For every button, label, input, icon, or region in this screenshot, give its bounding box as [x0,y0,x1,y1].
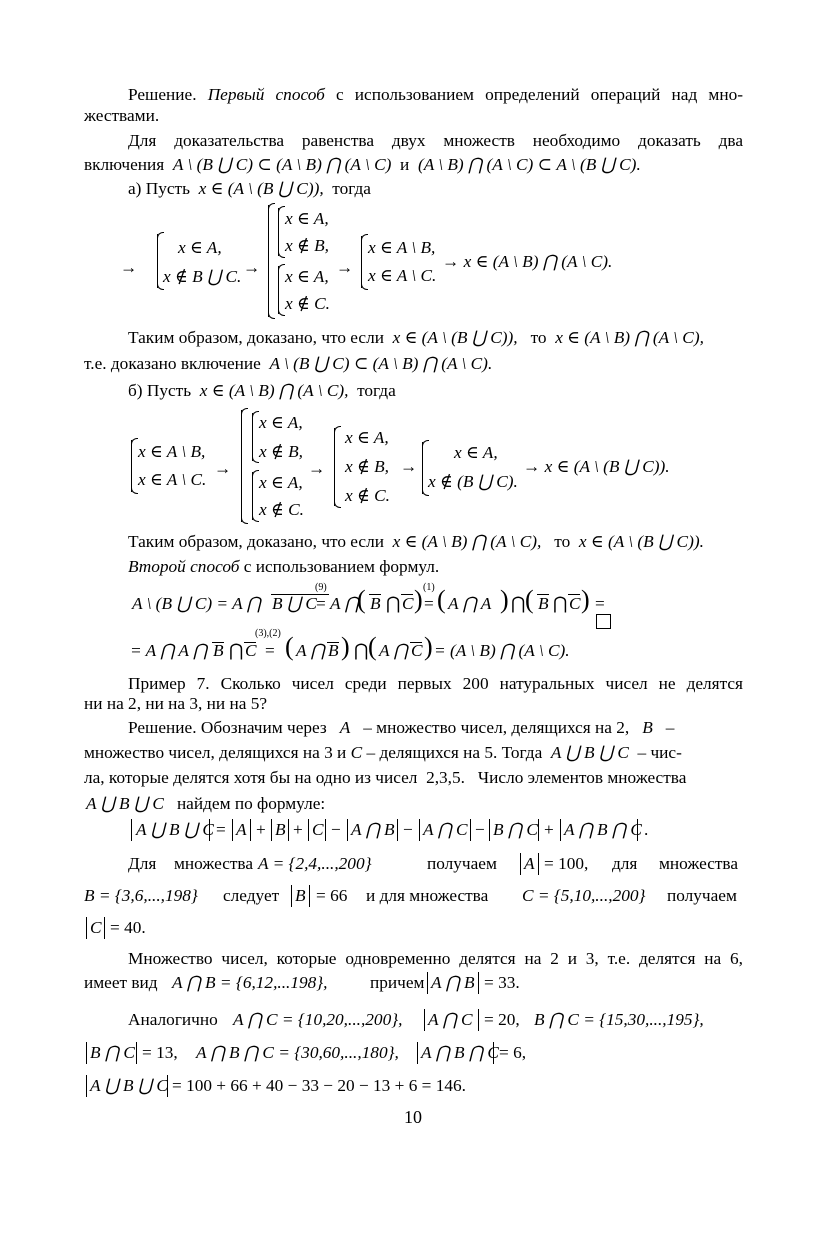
proof-intro-line1: Для доказательства равенства двух множеств необходимо доказать два [128,131,743,150]
part-a-conclusion-line1: Таким образом, доказано, что если x ∈ (A \ (B ⋃ C)), то x ∈ (A \ B) ⋂ (A \ C), [128,328,704,347]
part-a-conclusion-line2: т.е. доказано включение A \ (B ⋃ C) ⊂ (A \ B) ⋂ (A \ C). [84,354,493,373]
inclusion-1: A \ (B ⋃ C) ⊂ (A \ B) ⋂ (A \ C) [172,155,392,174]
brace [252,413,253,461]
part-b-result: → x ∈ (A \ (B ⋃ C)). [523,457,670,476]
solution-first-method-line2: жествами. [84,106,160,125]
example-7-line1: Пример 7. Сколько чисел среди первых 200 натуральных чисел не делятся [128,674,743,693]
brace [157,234,158,288]
proof-intro-line2: включения A \ (B ⋃ C) ⊂ (A \ B) ⋂ (A \ C) и (A \ B) ⋂ (A \ C) ⊂ A \ (B ⋃ C). [84,155,641,174]
brace-outer [268,205,269,317]
solution-first-method-line1 [128,85,743,105]
brace [131,440,132,492]
part-b-heading: б) Пусть x ∈ (A \ B) ⋂ (A \ C), тогда [128,381,396,400]
part-a-heading: а) Пусть x ∈ (A \ (B ⋃ C)), тогда [128,179,371,198]
divisible-by-6-line1: Множество чисел, которые одновременно делятся на 2 и 3, т.е. делятся на 6, [128,949,743,968]
arrow: → [214,459,232,478]
solution-label: Решение. [128,85,197,104]
inclusion-2: (A \ B) ⋂ (A \ C) ⊂ A \ (B ⋃ C). [417,155,641,174]
arrow: → [243,258,261,277]
example-7-line2: ни на 2, ни на 3, ни на 5? [84,694,268,713]
arrow: → [308,459,326,478]
solution-line3: ла, которые делятся хотя бы на одно из чисел 2,3,5. Число элементов множества [84,768,687,787]
solution-line2: множество чисел, делящихся на 3 и C – делящихся на 5. Тогда A ⋃ B ⋃ C – чис- [84,743,682,762]
brace [278,208,279,256]
page-number: 10 [404,1107,422,1127]
textbook-page: Решение. Первый способ с использованием определений операций над мно- жествами. Для доказательства равенства двух множеств необходимо доказать два включения A \ (B ⋃ C) ⊂ (A \ B) ⋂ (A \ C) и (A \ B) ⋂ (A \ C) ⊂ A \ (B ⋃ C). а) Пусть x ∈ (A \ (B ⋃ C)), тогда → x ∈ A, x ∉ B ⋃ C. → x ∈ A, x ∉ B, x ∈ A, x ∉ C. → x ∈ A \ B, x ∈ A \ C. → x ∈ (A \ B) ⋂ (A \ C). Таким образом, доказано, что если x ∈ (A \ (B ⋃ C)), то x ∈ (A \ B) ⋂ (A \ C), т.е. доказано включение A \ (B ⋃ C) ⊂ (A \ B) ⋂ (A \ C). б) Пусть x ∈ (A \ B) ⋂ (A \ C), тогда x ∈ A \ B, x ∈ A \ C. → x ∈ A, x ∉ B, x ∈ A, x ∉ C. → x ∈ A, x ∉ B, → x ∉ C. x ∈ A, x ∉ (B ⋃ C). → x ∈ (A \ (B ⋃ C)). Таким образом, доказано, что если x ∈ (A \ B) ⋂ (A \ C), то x ∈ (A \ (B ⋃ C)). Второй способ с использованием формул. A \ (B ⋃ C) = A ⋂ B ⋃ C (9) = A ⋂ ( B ⋂ C ) (1) = ( A ⋂ A ) ⋂ ( B ⋂ C ) = = A ⋂ A ⋂ B ⋂ C (3),(2) = ( A ⋂ B ) ⋂ ( A ⋂ C ) = (A \ B) ⋂ (A \ C). Пример 7. Сколько чисел среди первых 200 натуральных чисел не делятся ни на 2, ни на 3, ни на 5? Решение. Обозначим через A – множество чисел, делящихся на 2, B – множество чисел, делящихся на 3 и C – делящихся на 5. Тогда A ⋃ B ⋃ C – чис- ла, которые делятся хотя бы на одно из чисел 2,3,5. Число элементов множества A ⋃ B ⋃ C найдем по формуле: A ⋃ B ⋃ C = A + B + C − A ⋂ B − A ⋂ C − B ⋂ C + A ⋂ B ⋂ C . Для множества A = {2,4,...,200} получаем A = 100, для множества B = {3,6,...,198} следует B = 66 и для множества C = {5,10,...,200} получаем C = 40. Множество чисел, которые одновременно делятся на 2 и 3, т.е. делятся на 6, имеет вид A ⋂ B = {6,12,...198}, причем A ⋂ B = 33. Аналогично A ⋂ C = {10,20,...,200}, A ⋂ C = 20, B ⋂ C = {15,30,...,195}, B ⋂ C = 13, A ⋂ B ⋂ C = {30,60,...,180}, A ⋂ B ⋂ C = 6, A ⋃ B ⋃ C = 100 + 66 + 40 − 33 − 20 − 13 + 6 = 146. 10 [84,85,743,1127]
arrow: → [120,258,138,277]
arrow: → [336,258,354,277]
brace-outer [241,410,242,522]
part-b-conclusion: Таким образом, доказано, что если x ∈ (A \ B) ⋂ (A \ C), то x ∈ (A \ (B ⋃ C)). [128,532,704,551]
brace [361,236,362,288]
brace [252,472,253,520]
brace [334,428,335,506]
part-a-result: → x ∈ (A \ B) ⋂ (A \ C). [442,252,613,271]
arrow: → [400,457,418,476]
solution-line1: Решение. Обозначим через A – множество чисел, делящихся на 2, B – [128,718,675,737]
end-of-proof-square [596,614,611,629]
first-method-label: Первый способ [207,85,325,104]
second-method-heading: Второй способ с использованием формул. [128,557,440,576]
solution-line4: A ⋃ B ⋃ C найдем по формуле: [86,794,326,813]
brace [278,266,279,314]
brace [422,442,423,494]
first-method-rest: с использованием определений операций над мно- [324,85,743,104]
